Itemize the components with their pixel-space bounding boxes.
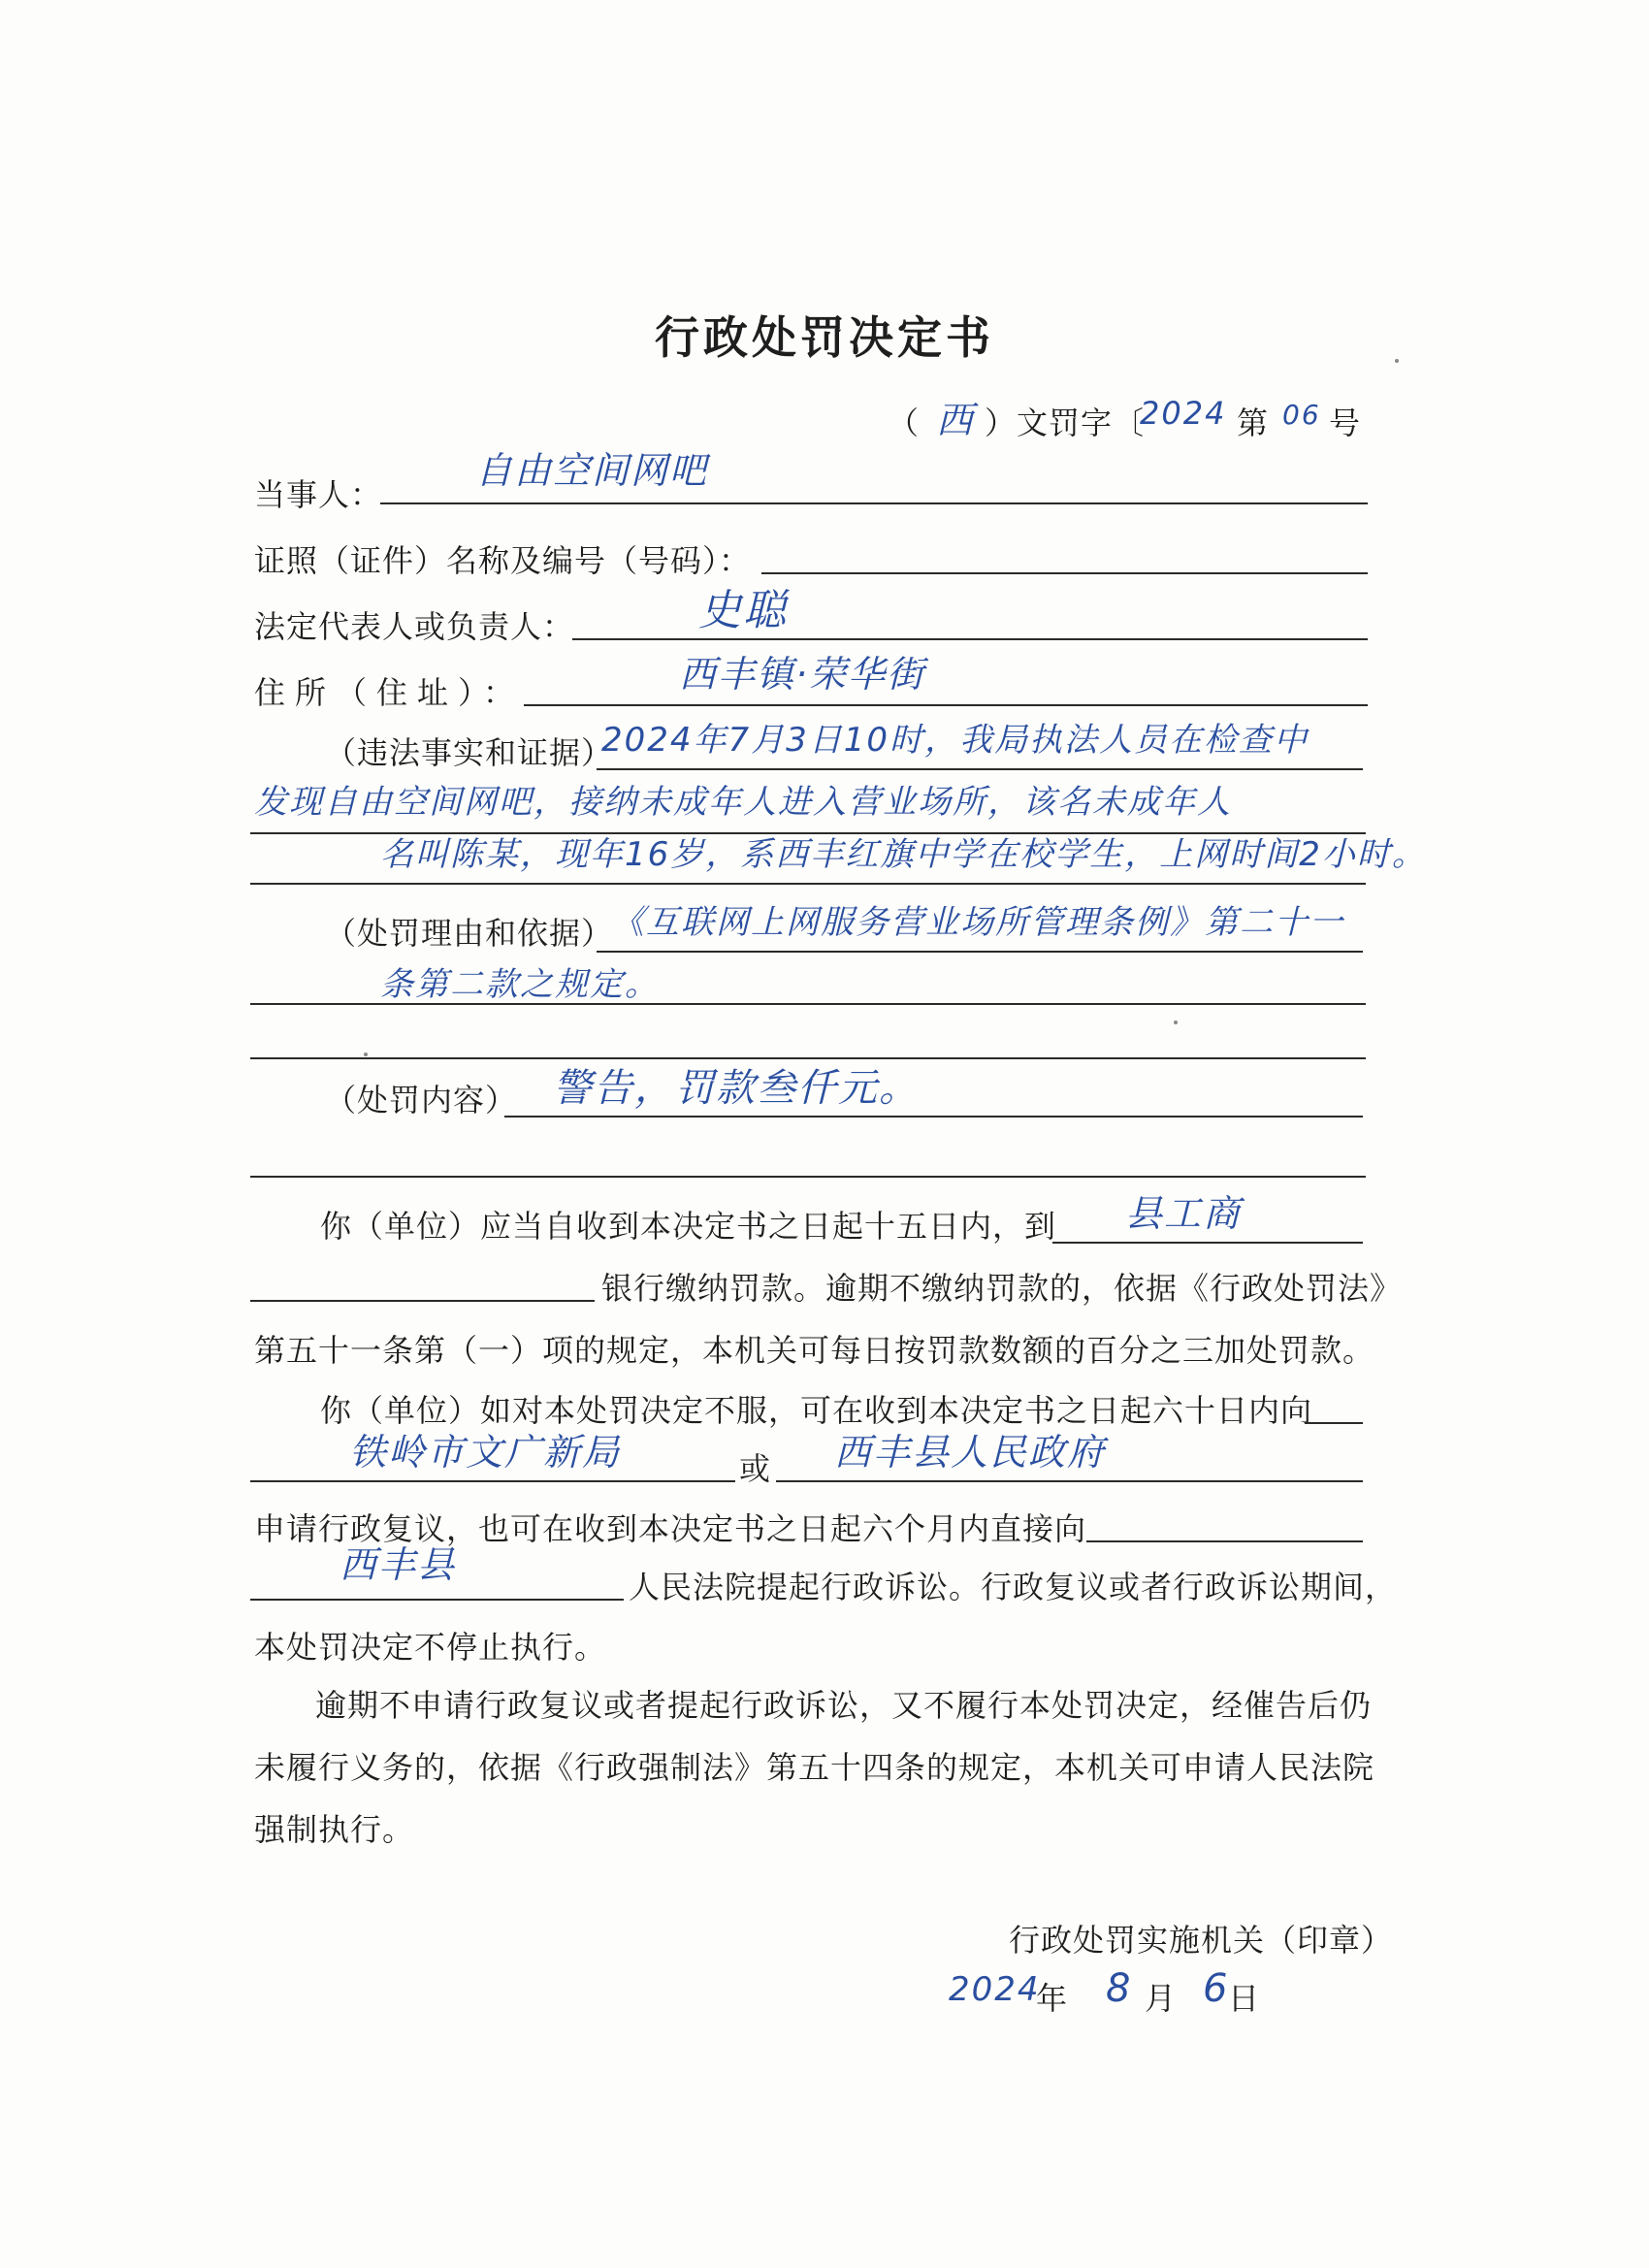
payment-bank-line <box>1052 1242 1363 1244</box>
doc-number-agency: 西 <box>936 399 976 441</box>
license-label: 证照（证件）名称及编号（号码）： <box>254 542 752 579</box>
address-value: 西丰镇·荣华街 <box>679 653 926 696</box>
appeal-court-line <box>250 1599 624 1601</box>
doc-number-value: 06 <box>1282 399 1321 431</box>
appeal-government-line <box>776 1480 1363 1482</box>
appeal-court: 西丰县 <box>340 1543 457 1586</box>
facts-underline-1 <box>597 768 1363 770</box>
facts-underline-3 <box>250 883 1366 885</box>
payment-bank: 县工商 <box>1125 1192 1243 1235</box>
facts-underline-2 <box>250 832 1366 834</box>
payment-bank-line-2 <box>250 1300 595 1302</box>
signature-year-label: 年 <box>1036 1980 1069 2017</box>
payment-text-2: 银行缴纳罚款。逾期不缴纳罚款的，依据《行政处罚法》 <box>601 1270 1403 1307</box>
signature-day-label: 日 <box>1228 1980 1261 2017</box>
legal-rep-label: 法定代表人或负责人： <box>254 608 575 645</box>
doc-number-di: 第 <box>1237 405 1270 441</box>
doc-number-suffix: 号 <box>1329 405 1362 441</box>
signature-org: 行政处罚实施机关（印章） <box>1009 1922 1394 1959</box>
address-label: 住所（住址）： <box>254 674 525 711</box>
appeal-text-4: 本处罚决定不停止执行。 <box>254 1629 607 1666</box>
signature-month-label: 月 <box>1145 1980 1178 2017</box>
party-line <box>380 502 1368 504</box>
facts-line-1: 2024年7月3日10时，我局执法人员在检查中 <box>601 721 1310 760</box>
enforce-text-1: 逾期不申请行政复议或者提起行政诉讼，又不履行本处罚决定，经催告后仍 <box>315 1687 1373 1724</box>
enforce-text-3: 强制执行。 <box>254 1811 415 1848</box>
payment-text-1: 你（单位）应当自收到本决定书之日起十五日内，到 <box>320 1208 1057 1245</box>
appeal-line-a <box>1305 1422 1363 1424</box>
facts-line-3: 名叫陈某，现年16岁，系西丰红旗中学在校学生，上网时间2小时。 <box>380 835 1427 874</box>
signature-month: 8 <box>1106 1966 1133 2011</box>
reason-underline-2 <box>250 1003 1366 1005</box>
reason-line-1: 《互联网上网服务营业场所管理条例》第二十一 <box>611 903 1344 942</box>
penalty-value: 警告，罚款叁仟元。 <box>553 1066 920 1111</box>
scan-speck <box>1174 1021 1178 1024</box>
appeal-text-3: 人民法院提起行政诉讼。行政复议或者行政诉讼期间， <box>629 1569 1398 1605</box>
address-line <box>524 704 1368 706</box>
party-value: 自由空间网吧 <box>475 449 709 492</box>
doc-number-year: 2024 <box>1140 395 1227 432</box>
facts-line-2: 发现自由空间网吧，接纳未成年人进入营业场所，该名未成年人 <box>254 783 1232 822</box>
legal-rep-value: 史聪 <box>698 586 788 635</box>
appeal-review-org-line <box>250 1480 735 1482</box>
penalty-underline-2 <box>250 1176 1366 1178</box>
license-line <box>761 572 1368 574</box>
facts-label: （违法事实和证据） <box>325 734 614 771</box>
appeal-text-2: 申请行政复议，也可在收到本决定书之日起六个月内直接向 <box>254 1510 1087 1547</box>
reason-label: （处罚理由和依据） <box>325 915 614 952</box>
document-title: 行政处罚决定书 <box>655 311 994 364</box>
reason-underline-1 <box>597 951 1363 953</box>
enforce-text-2: 未履行义务的，依据《行政强制法》第五十四条的规定，本机关可申请人民法院 <box>254 1749 1375 1786</box>
payment-text-3: 第五十一条第（一）项的规定，本机关可每日按罚款数额的百分之三加处罚款。 <box>254 1332 1375 1369</box>
appeal-or: 或 <box>739 1450 772 1487</box>
signature-year: 2024 <box>949 1970 1041 2009</box>
signature-day: 6 <box>1203 1966 1230 2011</box>
penalty-underline-1 <box>504 1116 1363 1118</box>
appeal-text-1: 你（单位）如对本处罚决定不服，可在收到本决定书之日起六十日内向 <box>320 1392 1313 1429</box>
scan-speck <box>1395 359 1399 363</box>
doc-number-mid: ）文罚字〔 <box>985 405 1146 441</box>
doc-number-open-paren: （ <box>888 405 921 441</box>
reason-line-2: 条第二款之规定。 <box>380 965 660 1004</box>
reason-underline-3 <box>250 1057 1366 1059</box>
party-label: 当事人： <box>254 476 383 513</box>
penalty-label: （处罚内容） <box>325 1082 518 1118</box>
appeal-government: 西丰县人民政府 <box>834 1431 1107 1474</box>
appeal-review-org: 铁岭市文广新局 <box>349 1431 622 1474</box>
scan-speck <box>364 1053 368 1056</box>
legal-rep-line <box>572 638 1368 640</box>
appeal-court-line-a <box>1086 1540 1363 1542</box>
